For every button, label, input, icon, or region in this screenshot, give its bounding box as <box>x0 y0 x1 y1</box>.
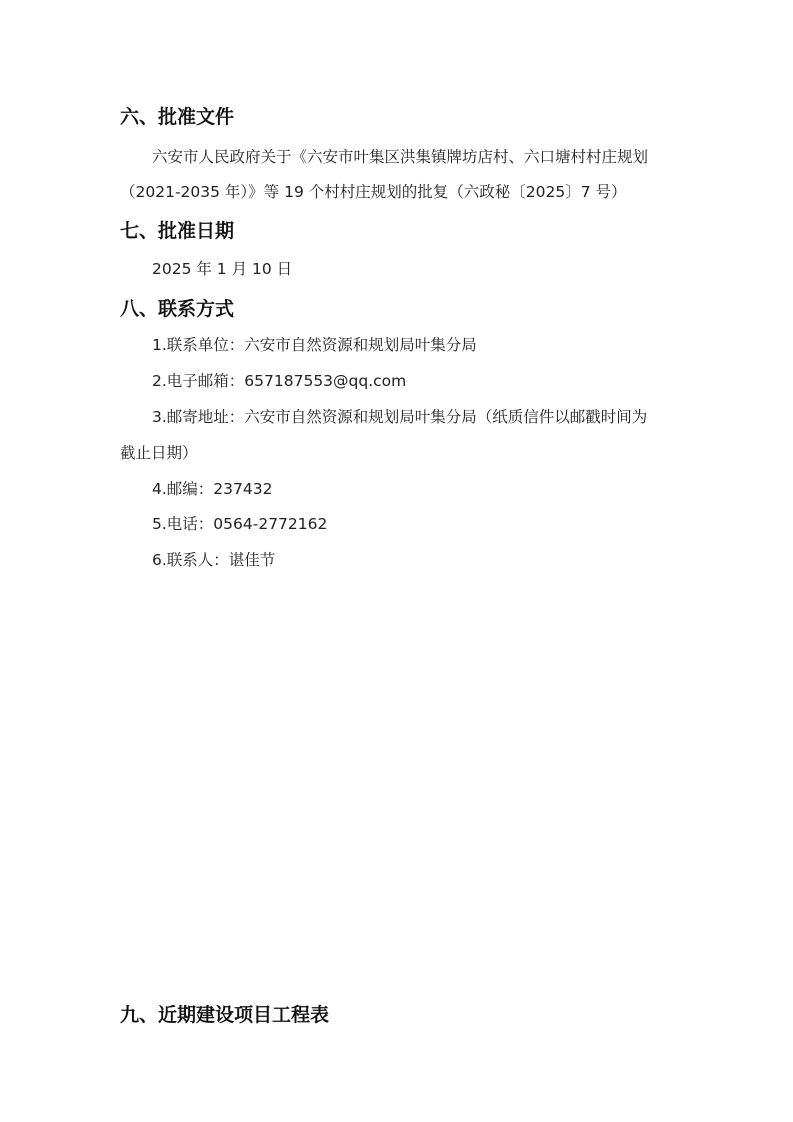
contact-person: 6.联系人：谌佳节 <box>152 551 276 569</box>
section-heading-approval-date: 七、批准日期 <box>120 220 235 242</box>
contact-address-line-1: 3.邮寄地址：六安市自然资源和规划局叶集分局（纸质信件以邮戳时间为 <box>152 408 648 426</box>
contact-phone: 5.电话：0564-2772162 <box>152 515 328 533</box>
contact-email: 2.电子邮箱：657187553@qq.com <box>152 372 407 390</box>
section-heading-approval-document: 六、批准文件 <box>120 106 235 128</box>
contact-postcode: 4.邮编：237432 <box>152 480 273 498</box>
approval-document-text-line-1: 六安市人民政府关于《六安市叶集区洪集镇牌坊店村、六口塘村村庄规划 <box>152 148 649 166</box>
approval-document-text-line-2: （2021-2035 年）》等 19 个村村庄规划的批复（六政秘〔2025〕7 号） <box>120 183 627 201</box>
approval-date-value: 2025 年 1 月 10 日 <box>152 260 293 278</box>
section-heading-contact: 八、联系方式 <box>120 298 235 320</box>
contact-address-line-2: 截止日期） <box>120 444 198 462</box>
section-heading-projects-table: 九、近期建设项目工程表 <box>120 1004 330 1026</box>
contact-unit: 1.联系单位：六安市自然资源和规划局叶集分局 <box>152 336 477 354</box>
